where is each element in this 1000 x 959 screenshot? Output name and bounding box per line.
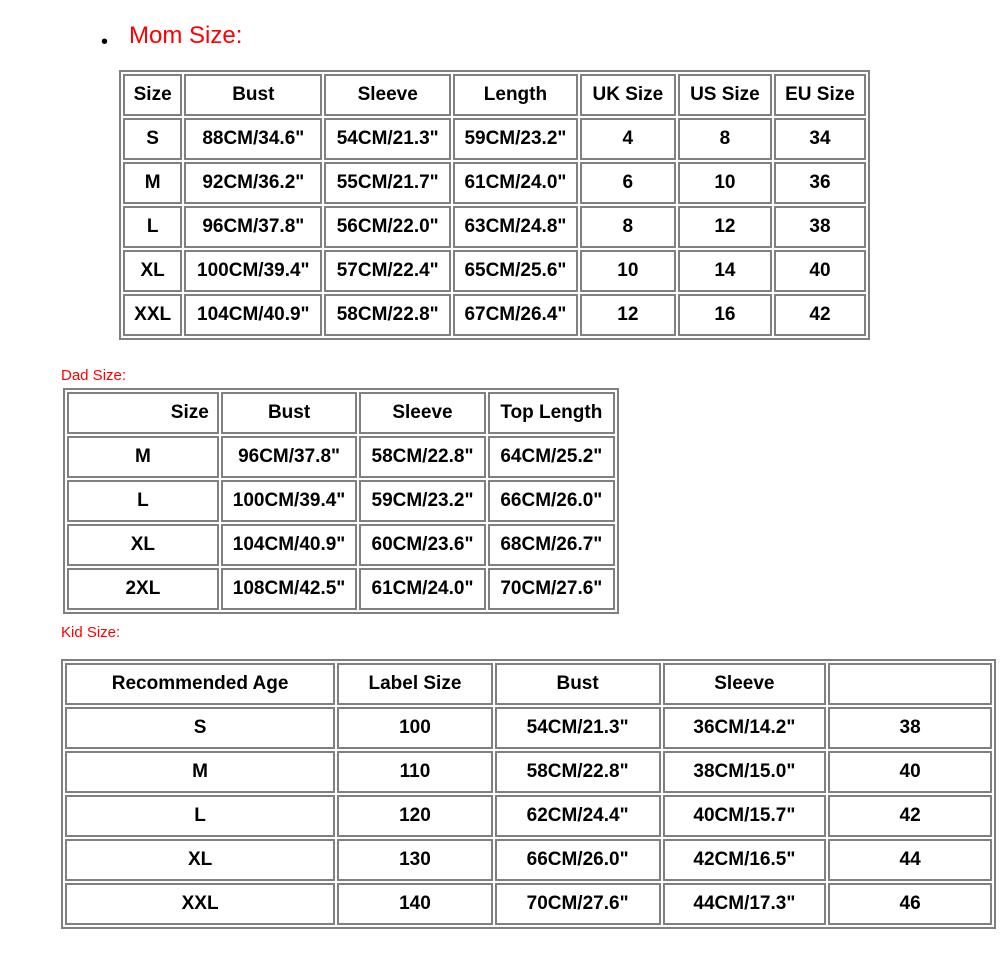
table-cell: 65CM/25.6" bbox=[453, 250, 578, 292]
kid-size-title: Kid Size: bbox=[61, 624, 121, 641]
table-cell: 10 bbox=[678, 162, 772, 204]
dad-size-title: Dad Size: bbox=[61, 367, 127, 384]
table-cell: 12 bbox=[678, 206, 772, 248]
table-cell: S bbox=[65, 707, 335, 749]
mom-header-row bbox=[123, 74, 866, 116]
column-header: Bust bbox=[184, 74, 322, 116]
table-cell: 58CM/22.8" bbox=[495, 751, 661, 793]
table-row bbox=[123, 206, 866, 248]
table-cell: 67CM/26.4" bbox=[453, 294, 578, 336]
table-row bbox=[65, 839, 992, 881]
table-cell: 66CM/26.0" bbox=[488, 480, 615, 522]
mom-size-table bbox=[119, 70, 870, 340]
kid-header-row bbox=[65, 663, 992, 705]
table-cell: 104CM/40.9" bbox=[221, 524, 358, 566]
table-cell: 4 bbox=[580, 118, 676, 160]
dad-header-row bbox=[67, 392, 615, 434]
table-cell: 108CM/42.5" bbox=[221, 568, 358, 610]
table-cell: 55CM/21.7" bbox=[324, 162, 451, 204]
table-cell: 40 bbox=[774, 250, 866, 292]
table-cell: XXL bbox=[123, 294, 182, 336]
table-row bbox=[67, 524, 615, 566]
table-cell: 36CM/14.2" bbox=[663, 707, 827, 749]
table-cell: 140 bbox=[337, 883, 493, 925]
table-cell: 63CM/24.8" bbox=[453, 206, 578, 248]
table-cell: M bbox=[65, 751, 335, 793]
table-cell: 104CM/40.9" bbox=[184, 294, 322, 336]
table-cell: 14 bbox=[678, 250, 772, 292]
column-header: Label Size bbox=[337, 663, 493, 705]
table-cell: 56CM/22.0" bbox=[324, 206, 451, 248]
column-header: Top Length bbox=[488, 392, 615, 434]
table-row bbox=[123, 162, 866, 204]
column-header: Sleeve bbox=[359, 392, 485, 434]
table-row bbox=[67, 436, 615, 478]
table-cell: 42 bbox=[774, 294, 866, 336]
column-header: Size bbox=[123, 74, 182, 116]
table-row bbox=[65, 883, 992, 925]
table-cell: 54CM/21.3" bbox=[324, 118, 451, 160]
table-row bbox=[65, 795, 992, 837]
table-cell: 66CM/26.0" bbox=[495, 839, 661, 881]
table-cell: 38 bbox=[828, 707, 992, 749]
column-header: Length bbox=[453, 74, 578, 116]
column-header: Bust bbox=[495, 663, 661, 705]
table-cell: L bbox=[65, 795, 335, 837]
bullet-marker: • bbox=[101, 31, 109, 53]
column-header: UK Size bbox=[580, 74, 676, 116]
table-cell: XL bbox=[67, 524, 219, 566]
table-cell: 54CM/21.3" bbox=[495, 707, 661, 749]
table-row bbox=[123, 250, 866, 292]
table-row bbox=[65, 751, 992, 793]
table-cell: 70CM/27.6" bbox=[495, 883, 661, 925]
column-header bbox=[828, 663, 992, 705]
table-cell: 61CM/24.0" bbox=[453, 162, 578, 204]
table-cell: 70CM/27.6" bbox=[488, 568, 615, 610]
table-cell: XL bbox=[65, 839, 335, 881]
dad-size-table bbox=[63, 388, 619, 614]
table-cell: 40CM/15.7" bbox=[663, 795, 827, 837]
mom-size-title: Mom Size: bbox=[129, 22, 243, 49]
table-cell: 64CM/25.2" bbox=[488, 436, 615, 478]
table-cell: 88CM/34.6" bbox=[184, 118, 322, 160]
table-cell: 10 bbox=[580, 250, 676, 292]
kid-size-table bbox=[61, 659, 996, 929]
table-cell: 96CM/37.8" bbox=[184, 206, 322, 248]
table-cell: L bbox=[123, 206, 182, 248]
table-cell: 6 bbox=[580, 162, 676, 204]
column-header: Recommended Age bbox=[65, 663, 335, 705]
table-cell: 36 bbox=[774, 162, 866, 204]
table-cell: 38CM/15.0" bbox=[663, 751, 827, 793]
table-cell: XXL bbox=[65, 883, 335, 925]
table-cell: 42 bbox=[828, 795, 992, 837]
table-cell: 110 bbox=[337, 751, 493, 793]
column-header: Sleeve bbox=[324, 74, 451, 116]
table-cell: 46 bbox=[828, 883, 992, 925]
table-cell: 58CM/22.8" bbox=[324, 294, 451, 336]
column-header: Size bbox=[67, 392, 219, 434]
table-cell: 59CM/23.2" bbox=[359, 480, 485, 522]
table-cell: 12 bbox=[580, 294, 676, 336]
table-row bbox=[123, 294, 866, 336]
column-header: US Size bbox=[678, 74, 772, 116]
table-cell: 57CM/22.4" bbox=[324, 250, 451, 292]
table-cell: 96CM/37.8" bbox=[221, 436, 358, 478]
column-header: Sleeve bbox=[663, 663, 827, 705]
column-header: EU Size bbox=[774, 74, 866, 116]
table-cell: 34 bbox=[774, 118, 866, 160]
table-cell: 44 bbox=[828, 839, 992, 881]
table-row bbox=[67, 568, 615, 610]
table-cell: 130 bbox=[337, 839, 493, 881]
table-cell: 8 bbox=[580, 206, 676, 248]
table-cell: L bbox=[67, 480, 219, 522]
table-cell: 40 bbox=[828, 751, 992, 793]
table-cell: 68CM/26.7" bbox=[488, 524, 615, 566]
table-cell: M bbox=[67, 436, 219, 478]
table-cell: 16 bbox=[678, 294, 772, 336]
table-cell: S bbox=[123, 118, 182, 160]
table-cell: 100 bbox=[337, 707, 493, 749]
table-cell: XL bbox=[123, 250, 182, 292]
table-cell: 8 bbox=[678, 118, 772, 160]
table-cell: 100CM/39.4" bbox=[184, 250, 322, 292]
table-row bbox=[65, 707, 992, 749]
table-cell: 38 bbox=[774, 206, 866, 248]
table-row bbox=[67, 480, 615, 522]
table-cell: 44CM/17.3" bbox=[663, 883, 827, 925]
column-header: Bust bbox=[221, 392, 358, 434]
table-cell: 120 bbox=[337, 795, 493, 837]
table-cell: 59CM/23.2" bbox=[453, 118, 578, 160]
table-cell: 100CM/39.4" bbox=[221, 480, 358, 522]
table-cell: 42CM/16.5" bbox=[663, 839, 827, 881]
table-row bbox=[123, 118, 866, 160]
table-cell: 58CM/22.8" bbox=[359, 436, 485, 478]
table-cell: M bbox=[123, 162, 182, 204]
kid-size-table-viewport bbox=[61, 659, 921, 939]
table-cell: 61CM/24.0" bbox=[359, 568, 485, 610]
table-cell: 2XL bbox=[67, 568, 219, 610]
table-cell: 62CM/24.4" bbox=[495, 795, 661, 837]
table-cell: 92CM/36.2" bbox=[184, 162, 322, 204]
table-cell: 60CM/23.6" bbox=[359, 524, 485, 566]
